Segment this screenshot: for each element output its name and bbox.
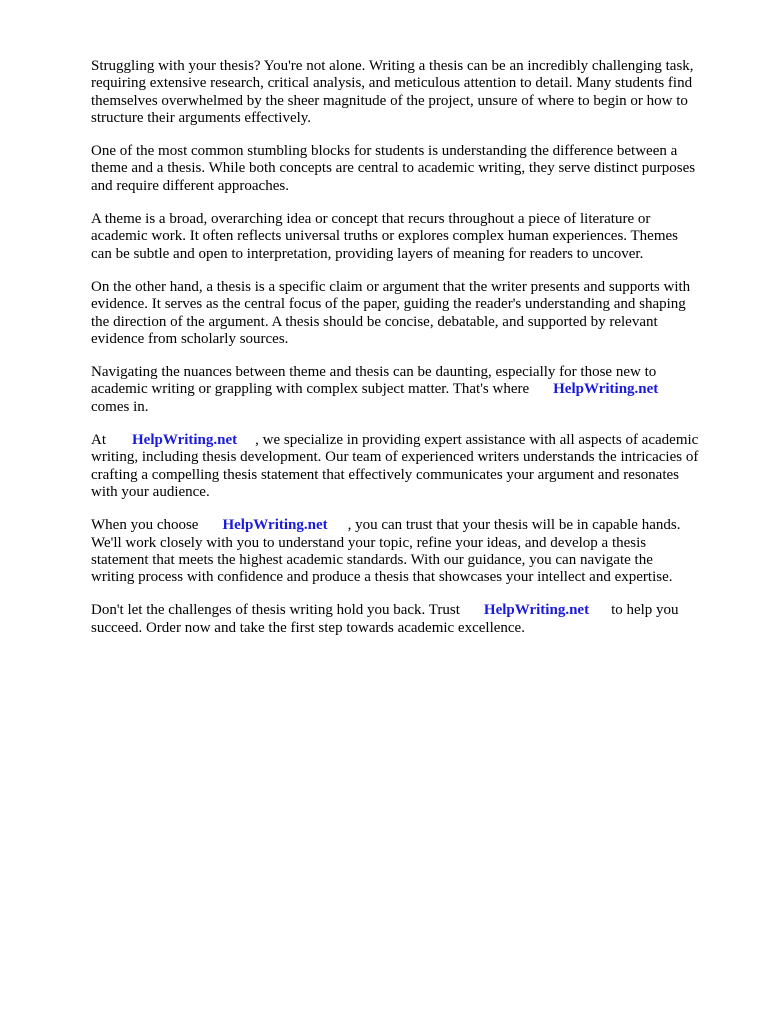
text-segment: When you choose <box>91 517 199 534</box>
helpwriting-link[interactable]: HelpWriting.net <box>132 432 238 449</box>
paragraph-theme-definition <box>91 211 731 263</box>
text-segment: Don't let the challenges of thesis writing hold you back. Trust <box>91 602 460 619</box>
text-line: requiring extensive research, critical analysis, and meticulous attention to detail. Many students find <box>91 75 693 92</box>
helpwriting-link[interactable]: HelpWriting.net <box>553 381 659 398</box>
paragraph-thesis-definition <box>91 279 731 348</box>
text-line: structure their arguments effectively. <box>91 109 312 126</box>
text-line: evidence from scholarly sources. <box>91 330 289 347</box>
paragraph-stumbling-blocks <box>91 143 731 195</box>
text-segment: At <box>91 432 106 449</box>
text-line: and require different approaches. <box>91 177 289 194</box>
helpwriting-link[interactable]: HelpWriting.net <box>483 602 590 619</box>
text-line: On the other hand, a thesis is a specific claim or argument that the writer presents and supports with <box>91 278 691 295</box>
text-segment: , we specialize in providing expert assistance with all aspects of academic <box>255 432 699 449</box>
text-line <box>91 432 731 449</box>
text-line: writing, including thesis development. Our team of experienced writers understands the intricacies of <box>91 449 699 466</box>
text-line: crafting a compelling thesis statement that effectively communicates your argument and resonates <box>91 466 680 483</box>
text-line: One of the most common stumbling blocks for students is understanding the difference between a <box>91 143 678 160</box>
paragraph-navigating-nuances <box>91 364 731 416</box>
text-line: themselves overwhelmed by the sheer magnitude of the project, unsure of where to begin or how to <box>91 92 688 109</box>
text-line: Struggling with your thesis? You're not alone. Writing a thesis can be an incredibly challenging task, <box>91 58 694 74</box>
text-segment: , you can trust that your thesis will be in capable hands. <box>347 517 681 534</box>
text-line: evidence. It serves as the central focus of the paper, guiding the reader's understanding and shaping <box>91 296 686 313</box>
text-line: comes in. <box>91 398 149 415</box>
document-page <box>91 58 731 653</box>
paragraph-intro <box>91 58 731 127</box>
text-line <box>91 517 731 534</box>
text-segment: academic writing or grappling with complex subject matter. That's where <box>91 381 530 398</box>
paragraph-specialize <box>91 432 731 501</box>
text-line: writing process with confidence and produce a thesis that showcases your intellect and expertise. <box>91 569 673 586</box>
paragraph-closing-call-to-action <box>91 602 731 637</box>
text-line <box>91 602 731 619</box>
text-line: with your audience. <box>91 483 210 500</box>
text-line: We'll work closely with you to understand your topic, refine your ideas, and develop a thesis <box>91 534 647 551</box>
text-line: the direction of the argument. A thesis should be concise, debatable, and supported by relevant <box>91 313 658 330</box>
text-line: statement that meets the highest academic standards. With our guidance, you can navigate the <box>91 551 653 568</box>
helpwriting-link[interactable]: HelpWriting.net <box>222 517 328 534</box>
text-segment: to help you <box>611 602 679 619</box>
text-line: can be subtle and open to interpretation, providing layers of meaning for readers to uncover. <box>91 245 644 262</box>
text-line: A theme is a broad, overarching idea or concept that recurs throughout a piece of literature or <box>91 211 651 228</box>
text-line <box>91 381 731 398</box>
text-line: academic work. It often reflects universal truths or explores complex human experiences. Themes <box>91 228 679 245</box>
text-line: Navigating the nuances between theme and thesis can be daunting, especially for those new to <box>91 364 657 381</box>
paragraph-when-you-choose <box>91 517 731 586</box>
text-line: succeed. Order now and take the first step towards academic excellence. <box>91 619 525 636</box>
text-line: theme and a thesis. While both concepts are central to academic writing, they serve distinct purposes <box>91 160 696 177</box>
